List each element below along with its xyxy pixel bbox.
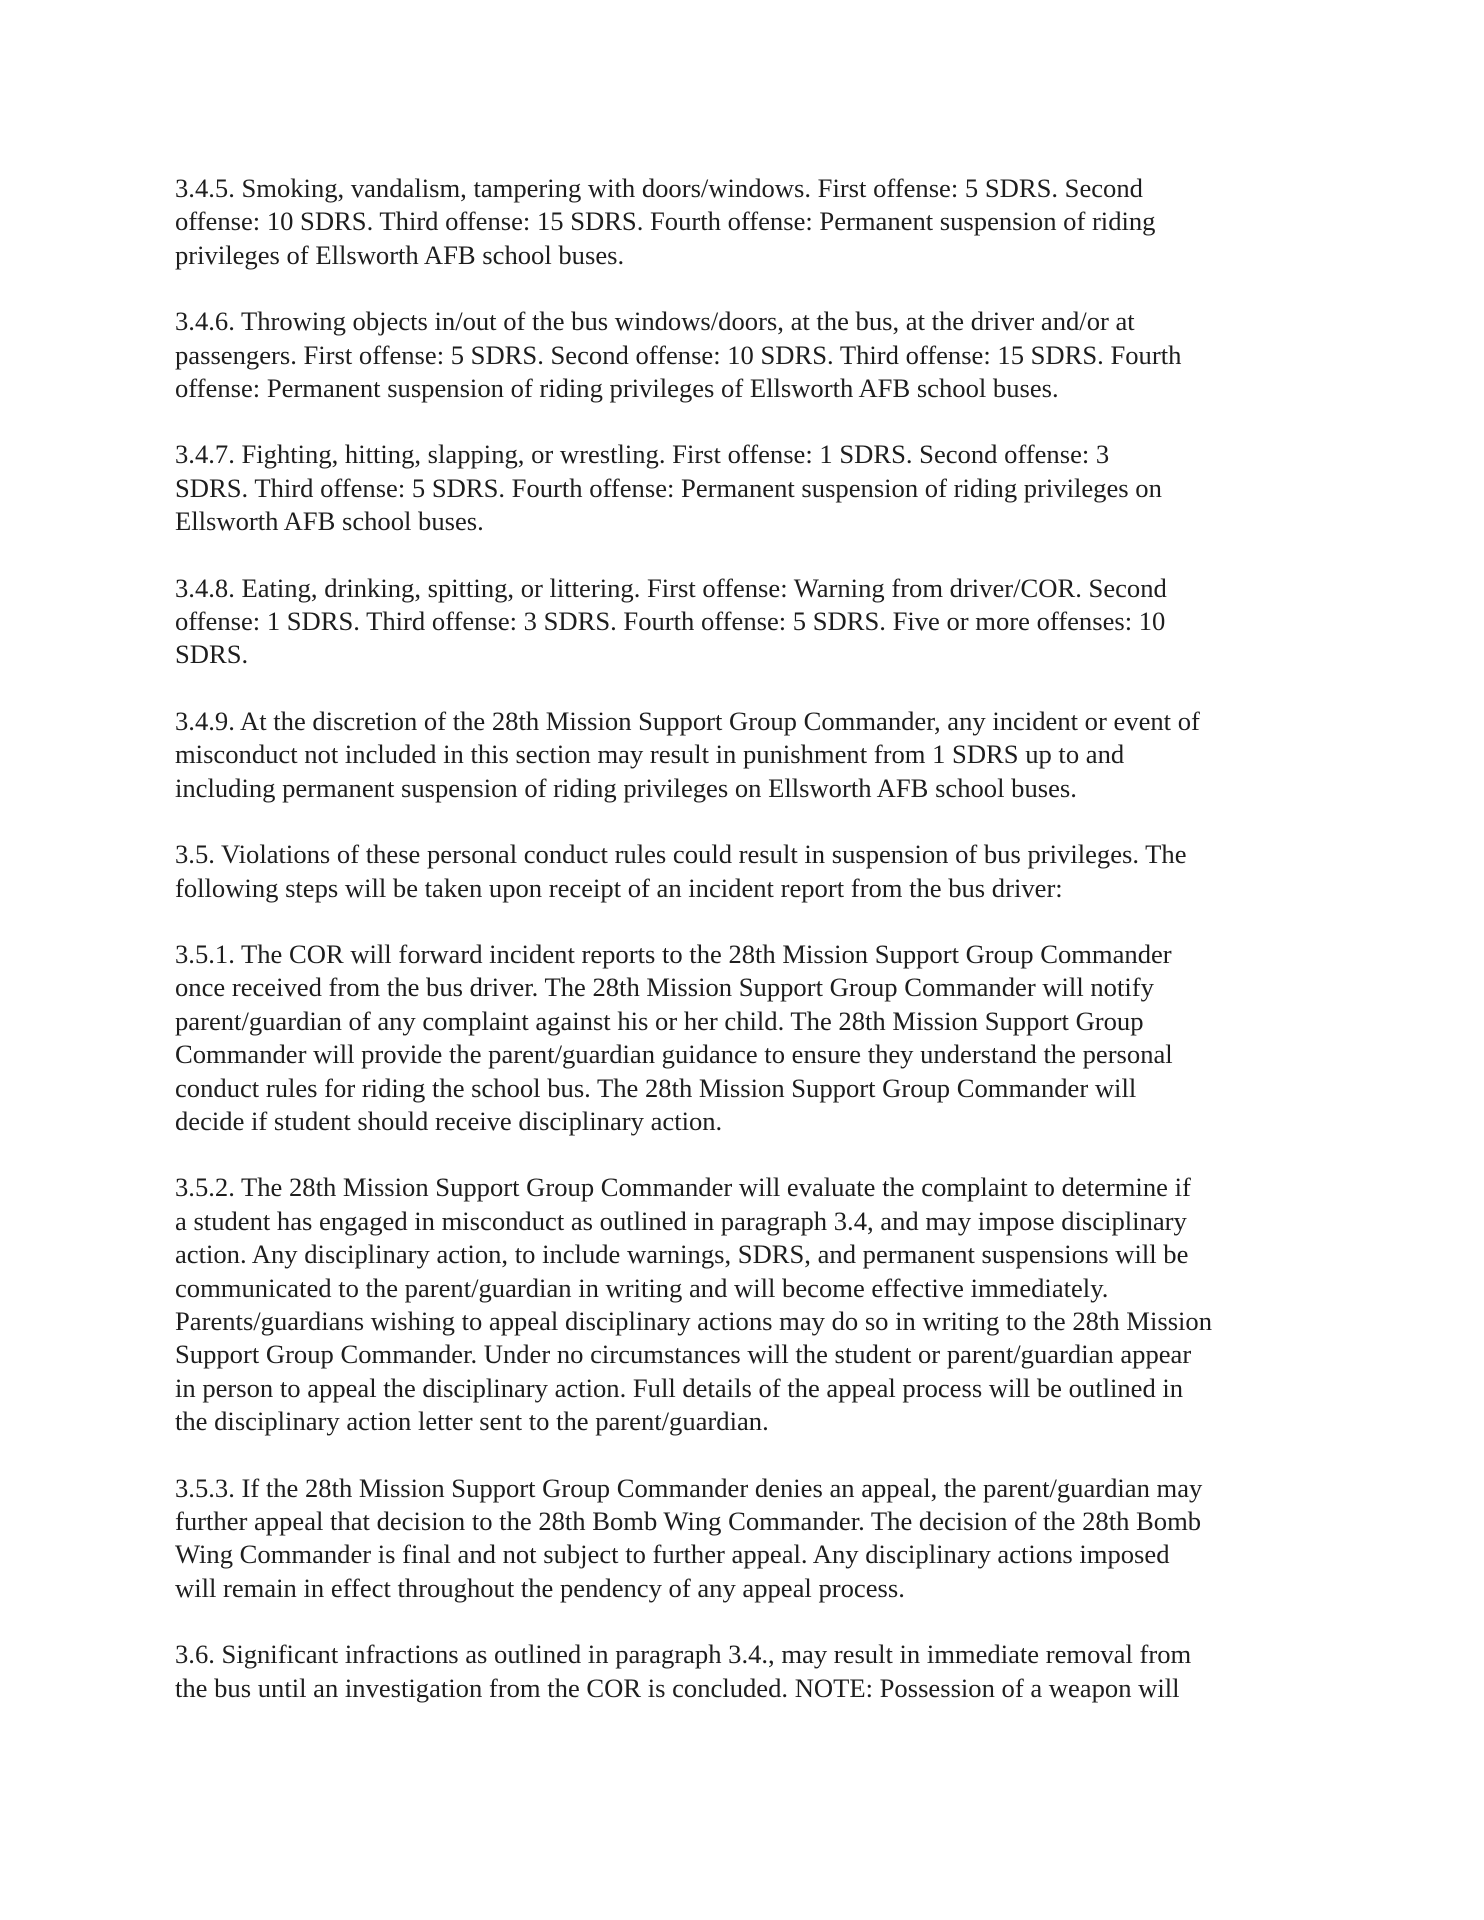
paragraph-line: conduct rules for riding the school bus. The 28th Mission Support Group Commander will	[175, 1072, 1137, 1103]
paragraph-line: 3.6. Significant infractions as outlined in paragraph 3.4., may result in immediate removal from	[175, 1639, 1192, 1670]
paragraph-3-5-1	[175, 938, 1325, 1138]
paragraph-line: Support Group Commander. Under no circumstances will the student or parent/guardian appear	[175, 1339, 1192, 1370]
paragraph-line: offense: 1 SDRS. Third offense: 3 SDRS. Fourth offense: 5 SDRS. Five or more offenses: 10	[175, 606, 1166, 637]
paragraph-line: further appeal that decision to the 28th Bomb Wing Commander. The decision of the 28th Bomb	[175, 1506, 1202, 1536]
document-body	[175, 172, 1325, 1738]
paragraph-line: SDRS.	[175, 639, 249, 670]
paragraph-line: SDRS. Third offense: 5 SDRS. Fourth offense: Permanent suspension of riding privileges on	[175, 472, 1162, 503]
paragraph-line: 3.5.2. The 28th Mission Support Group Commander will evaluate the complaint to determine if	[175, 1172, 1191, 1203]
paragraph-3-4-8	[175, 572, 1325, 672]
paragraph-line: the bus until an investigation from the COR is concluded. NOTE: Possession of a weapon will	[175, 1672, 1180, 1703]
paragraph-line: the disciplinary action letter sent to the parent/guardian.	[175, 1406, 769, 1437]
paragraph-3-5-3	[175, 1472, 1325, 1606]
paragraph-3-5-2	[175, 1171, 1325, 1438]
paragraph-line: offense: Permanent suspension of riding privileges of Ellsworth AFB school buses.	[175, 373, 1059, 404]
paragraph-line: communicated to the parent/guardian in writing and will become effective immediately.	[175, 1272, 1109, 1303]
paragraph-line: 3.4.5. Smoking, vandalism, tampering with doors/windows. First offense: 5 SDRS. Second	[175, 173, 1143, 203]
paragraph-3-4-7	[175, 438, 1325, 538]
paragraph-line: parent/guardian of any complaint against his or her child. The 28th Mission Support Group	[175, 1005, 1144, 1036]
paragraph-line: a student has engaged in misconduct as outlined in paragraph 3.4, and may impose disciplinary	[175, 1205, 1187, 1236]
paragraph-line: passengers. First offense: 5 SDRS. Second offense: 10 SDRS. Third offense: 15 SDRS. Fourth	[175, 339, 1182, 370]
paragraph-3-4-5	[175, 172, 1325, 272]
paragraph-line: 3.4.9. At the discretion of the 28th Mission Support Group Commander, any incident or event of	[175, 705, 1200, 736]
paragraph-line: Wing Commander is final and not subject to further appeal. Any disciplinary actions imposed	[175, 1539, 1170, 1570]
paragraph-line: including permanent suspension of riding privileges on Ellsworth AFB school buses.	[175, 772, 1077, 803]
paragraph-3-4-9	[175, 705, 1325, 805]
paragraph-3-6	[175, 1638, 1325, 1705]
paragraph-3-4-6	[175, 305, 1325, 405]
paragraph-line: 3.4.6. Throwing objects in/out of the bus windows/doors, at the bus, at the driver and/or at	[175, 306, 1135, 337]
paragraph-line: decide if student should receive disciplinary action.	[175, 1105, 723, 1136]
paragraph-line: 3.5. Violations of these personal conduct rules could result in suspension of bus privileges. The	[175, 839, 1187, 870]
paragraph-line: 3.5.1. The COR will forward incident reports to the 28th Mission Support Group Commander	[175, 938, 1172, 969]
paragraph-line: in person to appeal the disciplinary action. Full details of the appeal process will be outlined in	[175, 1372, 1184, 1403]
paragraph-line: Commander will provide the parent/guardian guidance to ensure they understand the personal	[175, 1039, 1173, 1070]
paragraph-3-5	[175, 838, 1325, 905]
paragraph-line: offense: 10 SDRS. Third offense: 15 SDRS. Fourth offense: Permanent suspension of riding	[175, 206, 1156, 237]
paragraph-line: privileges of Ellsworth AFB school buses.	[175, 239, 625, 270]
paragraph-line: 3.4.7. Fighting, hitting, slapping, or wrestling. First offense: 1 SDRS. Second offense: 3	[175, 439, 1110, 470]
paragraph-line: Ellsworth AFB school buses.	[175, 506, 484, 537]
paragraph-line: Parents/guardians wishing to appeal disciplinary actions may do so in writing to the 28th Mission	[175, 1305, 1213, 1336]
paragraph-line: will remain in effect throughout the pendency of any appeal process.	[175, 1572, 905, 1603]
paragraph-line: misconduct not included in this section may result in punishment from 1 SDRS up to and	[175, 739, 1125, 770]
paragraph-line: following steps will be taken upon receipt of an incident report from the bus driver:	[175, 872, 1063, 903]
paragraph-line: 3.5.3. If the 28th Mission Support Group Commander denies an appeal, the parent/guardian may	[175, 1472, 1203, 1503]
paragraph-line: 3.4.8. Eating, drinking, spitting, or littering. First offense: Warning from driver/COR. Second	[175, 572, 1167, 603]
paragraph-line: action. Any disciplinary action, to include warnings, SDRS, and permanent suspensions will be	[175, 1239, 1189, 1270]
paragraph-line: once received from the bus driver. The 28th Mission Support Group Commander will notify	[175, 972, 1154, 1003]
